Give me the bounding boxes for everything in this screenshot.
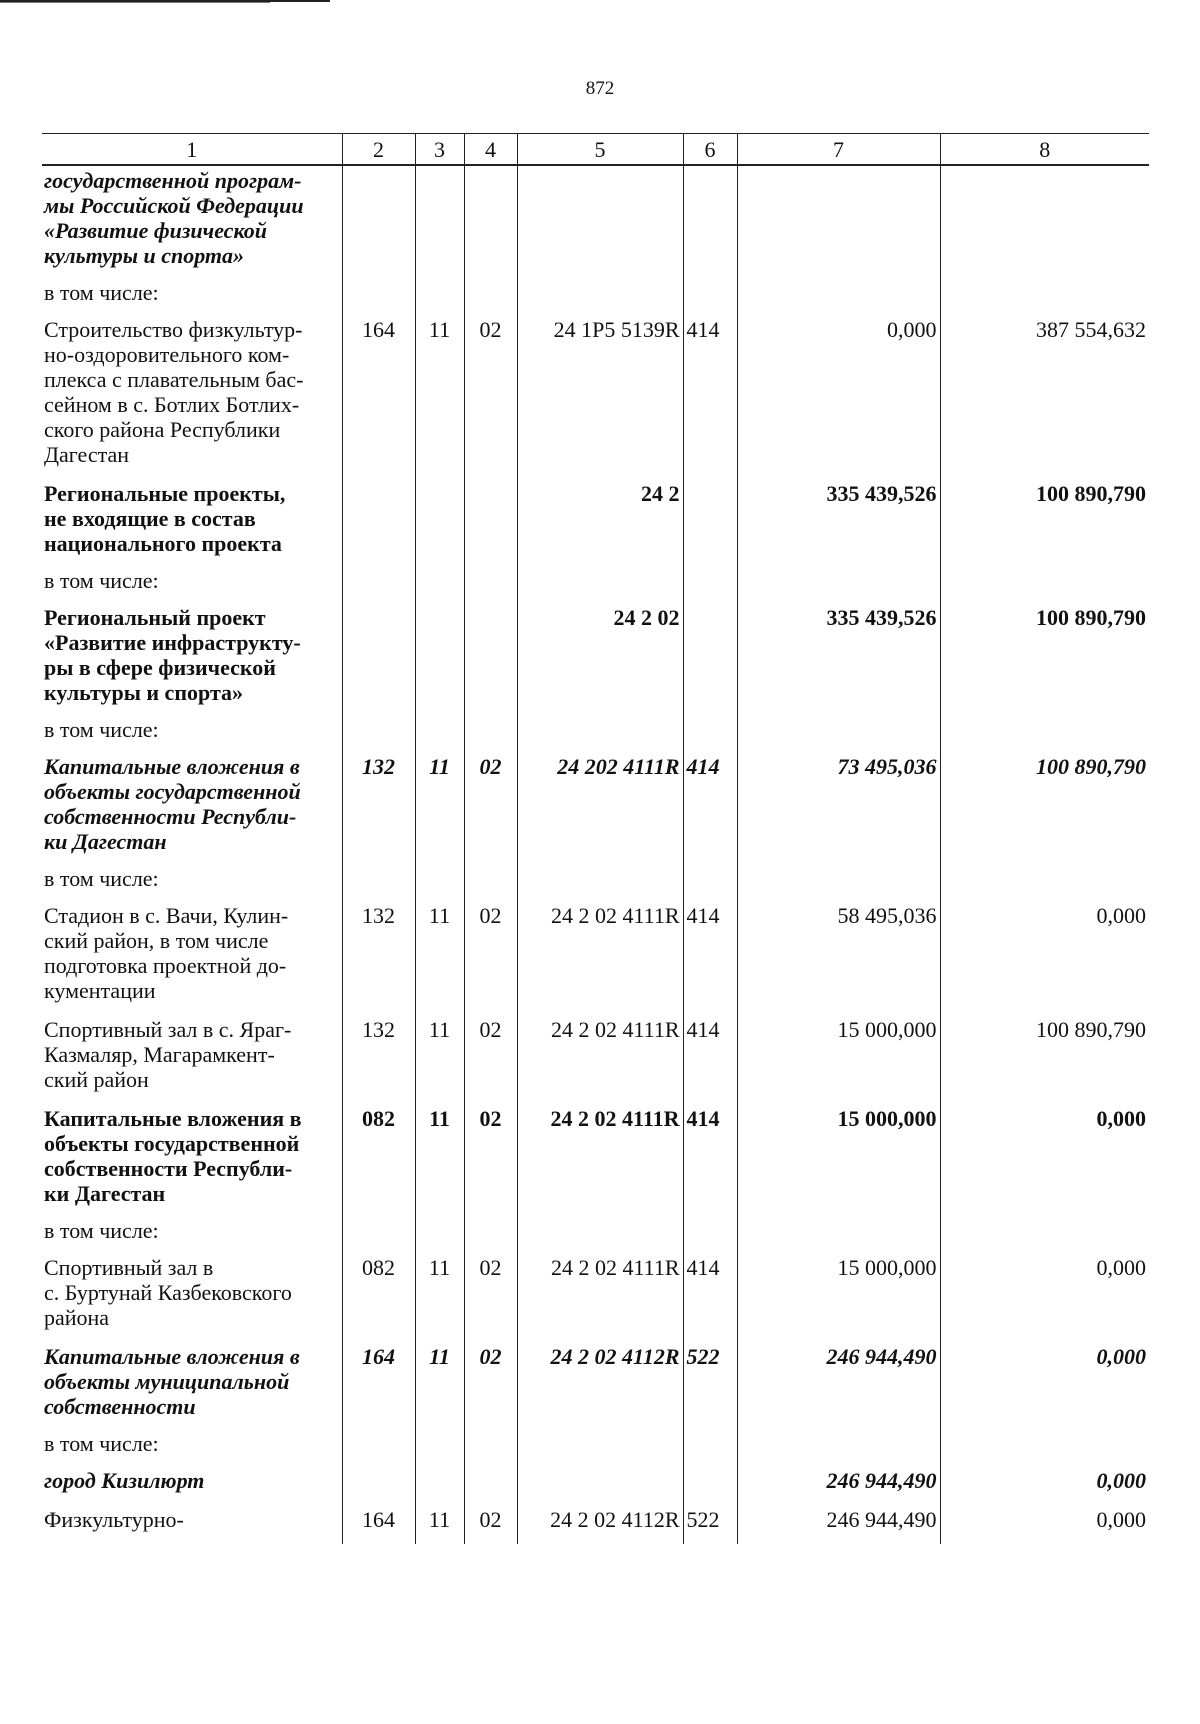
ministry-code xyxy=(342,280,415,315)
ministry-code: 132 xyxy=(342,1015,415,1104)
ministry-code: 082 xyxy=(342,1253,415,1342)
amount-col-7: 246 944,490 xyxy=(737,1342,940,1431)
page-number: 872 xyxy=(585,78,615,99)
expense-type-code xyxy=(683,866,737,901)
expense-type-code: 414 xyxy=(683,1253,737,1342)
ministry-code: 164 xyxy=(342,315,415,479)
amount-col-8: 0,000 xyxy=(940,1466,1149,1505)
ministry-code: 164 xyxy=(342,1342,415,1431)
section-code xyxy=(415,165,464,280)
expense-type-code: 522 xyxy=(683,1505,737,1544)
target-article-code xyxy=(517,866,683,901)
section-code xyxy=(415,1431,464,1466)
budget-table xyxy=(42,133,1149,1544)
ministry-code xyxy=(342,479,415,568)
amount-col-8: 100 890,790 xyxy=(940,479,1149,568)
table-row xyxy=(42,1253,1149,1342)
subsection-code: 02 xyxy=(464,1505,517,1544)
ministry-code xyxy=(342,1218,415,1253)
section-code: 11 xyxy=(415,1015,464,1104)
ministry-code: 164 xyxy=(342,1505,415,1544)
section-code xyxy=(415,866,464,901)
target-article-code: 24 2 02 4112R xyxy=(517,1342,683,1431)
amount-col-8: 387 554,632 xyxy=(940,315,1149,479)
expense-type-code xyxy=(683,717,737,752)
target-article-code: 24 1P5 5139R xyxy=(517,315,683,479)
target-article-code xyxy=(517,1431,683,1466)
subsection-code: 02 xyxy=(464,315,517,479)
table-row xyxy=(42,866,1149,901)
table-row xyxy=(42,1505,1149,1544)
expense-type-code xyxy=(683,1466,737,1505)
item-name: в том числе: xyxy=(44,280,159,305)
subsection-code: 02 xyxy=(464,1015,517,1104)
amount-col-7 xyxy=(737,1431,940,1466)
target-article-code xyxy=(517,1466,683,1505)
ministry-code: 132 xyxy=(342,752,415,866)
section-code xyxy=(415,479,464,568)
amount-col-7: 335 439,526 xyxy=(737,479,940,568)
item-name: Региональные проекты, не входящие в состав национального проекта xyxy=(44,481,286,556)
amount-col-7: 246 944,490 xyxy=(737,1466,940,1505)
section-code: 11 xyxy=(415,1342,464,1431)
amount-col-8: 100 890,790 xyxy=(940,603,1149,717)
table-row xyxy=(42,717,1149,752)
column-header-5: 5 xyxy=(517,134,683,166)
ministry-code: 132 xyxy=(342,901,415,1015)
item-name: Стадион в с. Вачи, Кулин- ский район, в том числе подготовка проектной до- кументации xyxy=(44,903,289,1003)
item-name: Спортивный зал в с. Буртунай Казбековского района xyxy=(44,1255,292,1330)
item-name: Капитальные вложения в объекты муниципальной собственности xyxy=(44,1344,300,1419)
ministry-code xyxy=(342,603,415,717)
subsection-code xyxy=(464,1218,517,1253)
item-name: в том числе: xyxy=(44,717,159,742)
table-row xyxy=(42,603,1149,717)
amount-col-7 xyxy=(737,717,940,752)
subsection-code xyxy=(464,568,517,603)
section-code xyxy=(415,280,464,315)
target-article-code: 24 2 02 xyxy=(517,603,683,717)
target-article-code xyxy=(517,1218,683,1253)
expense-type-code xyxy=(683,1218,737,1253)
table-row xyxy=(42,1104,1149,1218)
target-article-code: 24 2 02 4111R xyxy=(517,1015,683,1104)
amount-col-8 xyxy=(940,568,1149,603)
table-row xyxy=(42,1015,1149,1104)
amount-col-8: 0,000 xyxy=(940,1505,1149,1544)
ministry-code: 082 xyxy=(342,1104,415,1218)
target-article-code: 24 2 02 4112R xyxy=(517,1505,683,1544)
expense-type-code: 414 xyxy=(683,1015,737,1104)
amount-col-7 xyxy=(737,866,940,901)
section-code xyxy=(415,1466,464,1505)
ministry-code xyxy=(342,1466,415,1505)
amount-col-8 xyxy=(940,165,1149,280)
table-row xyxy=(42,479,1149,568)
subsection-code xyxy=(464,280,517,315)
subsection-code xyxy=(464,479,517,568)
table-row xyxy=(42,165,1149,280)
item-name: Капитальные вложения в объекты государственной собственности Республи- ки Дагестан xyxy=(44,1106,302,1206)
table-row xyxy=(42,1466,1149,1505)
target-article-code: 24 2 02 4111R xyxy=(517,1104,683,1218)
target-article-code: 24 2 xyxy=(517,479,683,568)
amount-col-8: 100 890,790 xyxy=(940,752,1149,866)
table-row xyxy=(42,901,1149,1015)
column-header-1: 1 xyxy=(42,134,342,166)
table-header xyxy=(42,134,1149,166)
section-code xyxy=(415,1218,464,1253)
column-header-6: 6 xyxy=(683,134,737,166)
column-header-2: 2 xyxy=(342,134,415,166)
section-code xyxy=(415,717,464,752)
table-row xyxy=(42,1342,1149,1431)
section-code: 11 xyxy=(415,1505,464,1544)
table-row xyxy=(42,1431,1149,1466)
subsection-code: 02 xyxy=(464,901,517,1015)
amount-col-7: 246 944,490 xyxy=(737,1505,940,1544)
item-name: в том числе: xyxy=(44,1431,159,1456)
subsection-code xyxy=(464,1431,517,1466)
section-code: 11 xyxy=(415,752,464,866)
amount-col-8 xyxy=(940,280,1149,315)
amount-col-7: 15 000,000 xyxy=(737,1253,940,1342)
subsection-code xyxy=(464,1466,517,1505)
amount-col-8: 0,000 xyxy=(940,1104,1149,1218)
subsection-code xyxy=(464,603,517,717)
amount-col-7 xyxy=(737,1218,940,1253)
amount-col-8 xyxy=(940,1431,1149,1466)
section-code: 11 xyxy=(415,315,464,479)
amount-col-8: 0,000 xyxy=(940,1342,1149,1431)
item-name: государственной програм- мы Российской Федерации «Развитие физической культуры и спорта» xyxy=(44,168,304,268)
ministry-code xyxy=(342,568,415,603)
section-code: 11 xyxy=(415,1104,464,1218)
expense-type-code: 414 xyxy=(683,752,737,866)
subsection-code xyxy=(464,165,517,280)
item-name: город Кизилюрт xyxy=(44,1468,205,1493)
section-code: 11 xyxy=(415,1253,464,1342)
subsection-code: 02 xyxy=(464,752,517,866)
column-header-3: 3 xyxy=(415,134,464,166)
amount-col-8 xyxy=(940,717,1149,752)
table-row xyxy=(42,752,1149,866)
subsection-code xyxy=(464,717,517,752)
expense-type-code: 522 xyxy=(683,1342,737,1431)
target-article-code xyxy=(517,568,683,603)
target-article-code: 24 202 4111R xyxy=(517,752,683,866)
amount-col-7: 15 000,000 xyxy=(737,1104,940,1218)
table-row xyxy=(42,568,1149,603)
ministry-code xyxy=(342,1431,415,1466)
target-article-code: 24 2 02 4111R xyxy=(517,901,683,1015)
amount-col-7: 335 439,526 xyxy=(737,603,940,717)
item-name: Физкультурно- xyxy=(44,1507,184,1532)
expense-type-code: 414 xyxy=(683,1104,737,1218)
ministry-code xyxy=(342,165,415,280)
amount-col-7: 58 495,036 xyxy=(737,901,940,1015)
target-article-code xyxy=(517,165,683,280)
target-article-code xyxy=(517,280,683,315)
expense-type-code: 414 xyxy=(683,901,737,1015)
table-row xyxy=(42,315,1149,479)
amount-col-7 xyxy=(737,165,940,280)
amount-col-7 xyxy=(737,568,940,603)
item-name: в том числе: xyxy=(44,866,159,891)
item-name: Региональный проект «Развитие инфраструкту- ры в сфере физической культуры и спорта» xyxy=(44,605,301,705)
item-name: Капитальные вложения в объекты государственной собственности Республи- ки Дагестан xyxy=(44,754,301,854)
expense-type-code xyxy=(683,165,737,280)
amount-col-7 xyxy=(737,280,940,315)
subsection-code: 02 xyxy=(464,1253,517,1342)
target-article-code: 24 2 02 4111R xyxy=(517,1253,683,1342)
expense-type-code xyxy=(683,603,737,717)
table-row xyxy=(42,1218,1149,1253)
subsection-code xyxy=(464,866,517,901)
header-row xyxy=(42,134,1149,166)
expense-type-code: 414 xyxy=(683,315,737,479)
item-name: в том числе: xyxy=(44,1218,159,1243)
section-code: 11 xyxy=(415,901,464,1015)
amount-col-7: 73 495,036 xyxy=(737,752,940,866)
table-body xyxy=(42,165,1149,1544)
item-name: в том числе: xyxy=(44,568,159,593)
amount-col-7: 0,000 xyxy=(737,315,940,479)
item-name: Спортивный зал в с. Яраг- Казмаляр, Магарамкент- ский район xyxy=(44,1017,292,1092)
ministry-code xyxy=(342,717,415,752)
amount-col-8: 0,000 xyxy=(940,1253,1149,1342)
amount-col-8: 0,000 xyxy=(940,901,1149,1015)
table-row xyxy=(42,280,1149,315)
column-header-4: 4 xyxy=(464,134,517,166)
item-name: Строительство физкультур- но-оздоровительного ком- плекса с плавательным бас- сейном в с. Ботлих Ботлих- ского района Республики Дагестан xyxy=(44,317,304,467)
expense-type-code xyxy=(683,1431,737,1466)
ministry-code xyxy=(342,866,415,901)
section-code xyxy=(415,568,464,603)
expense-type-code xyxy=(683,568,737,603)
amount-col-8 xyxy=(940,866,1149,901)
column-header-8: 8 xyxy=(940,134,1149,166)
expense-type-code xyxy=(683,280,737,315)
subsection-code: 02 xyxy=(464,1104,517,1218)
target-article-code xyxy=(517,717,683,752)
amount-col-8 xyxy=(940,1218,1149,1253)
expense-type-code xyxy=(683,479,737,568)
amount-col-7: 15 000,000 xyxy=(737,1015,940,1104)
subsection-code: 02 xyxy=(464,1342,517,1431)
scan-edge-line xyxy=(0,2,270,3)
amount-col-8: 100 890,790 xyxy=(940,1015,1149,1104)
column-header-7: 7 xyxy=(737,134,940,166)
section-code xyxy=(415,603,464,717)
